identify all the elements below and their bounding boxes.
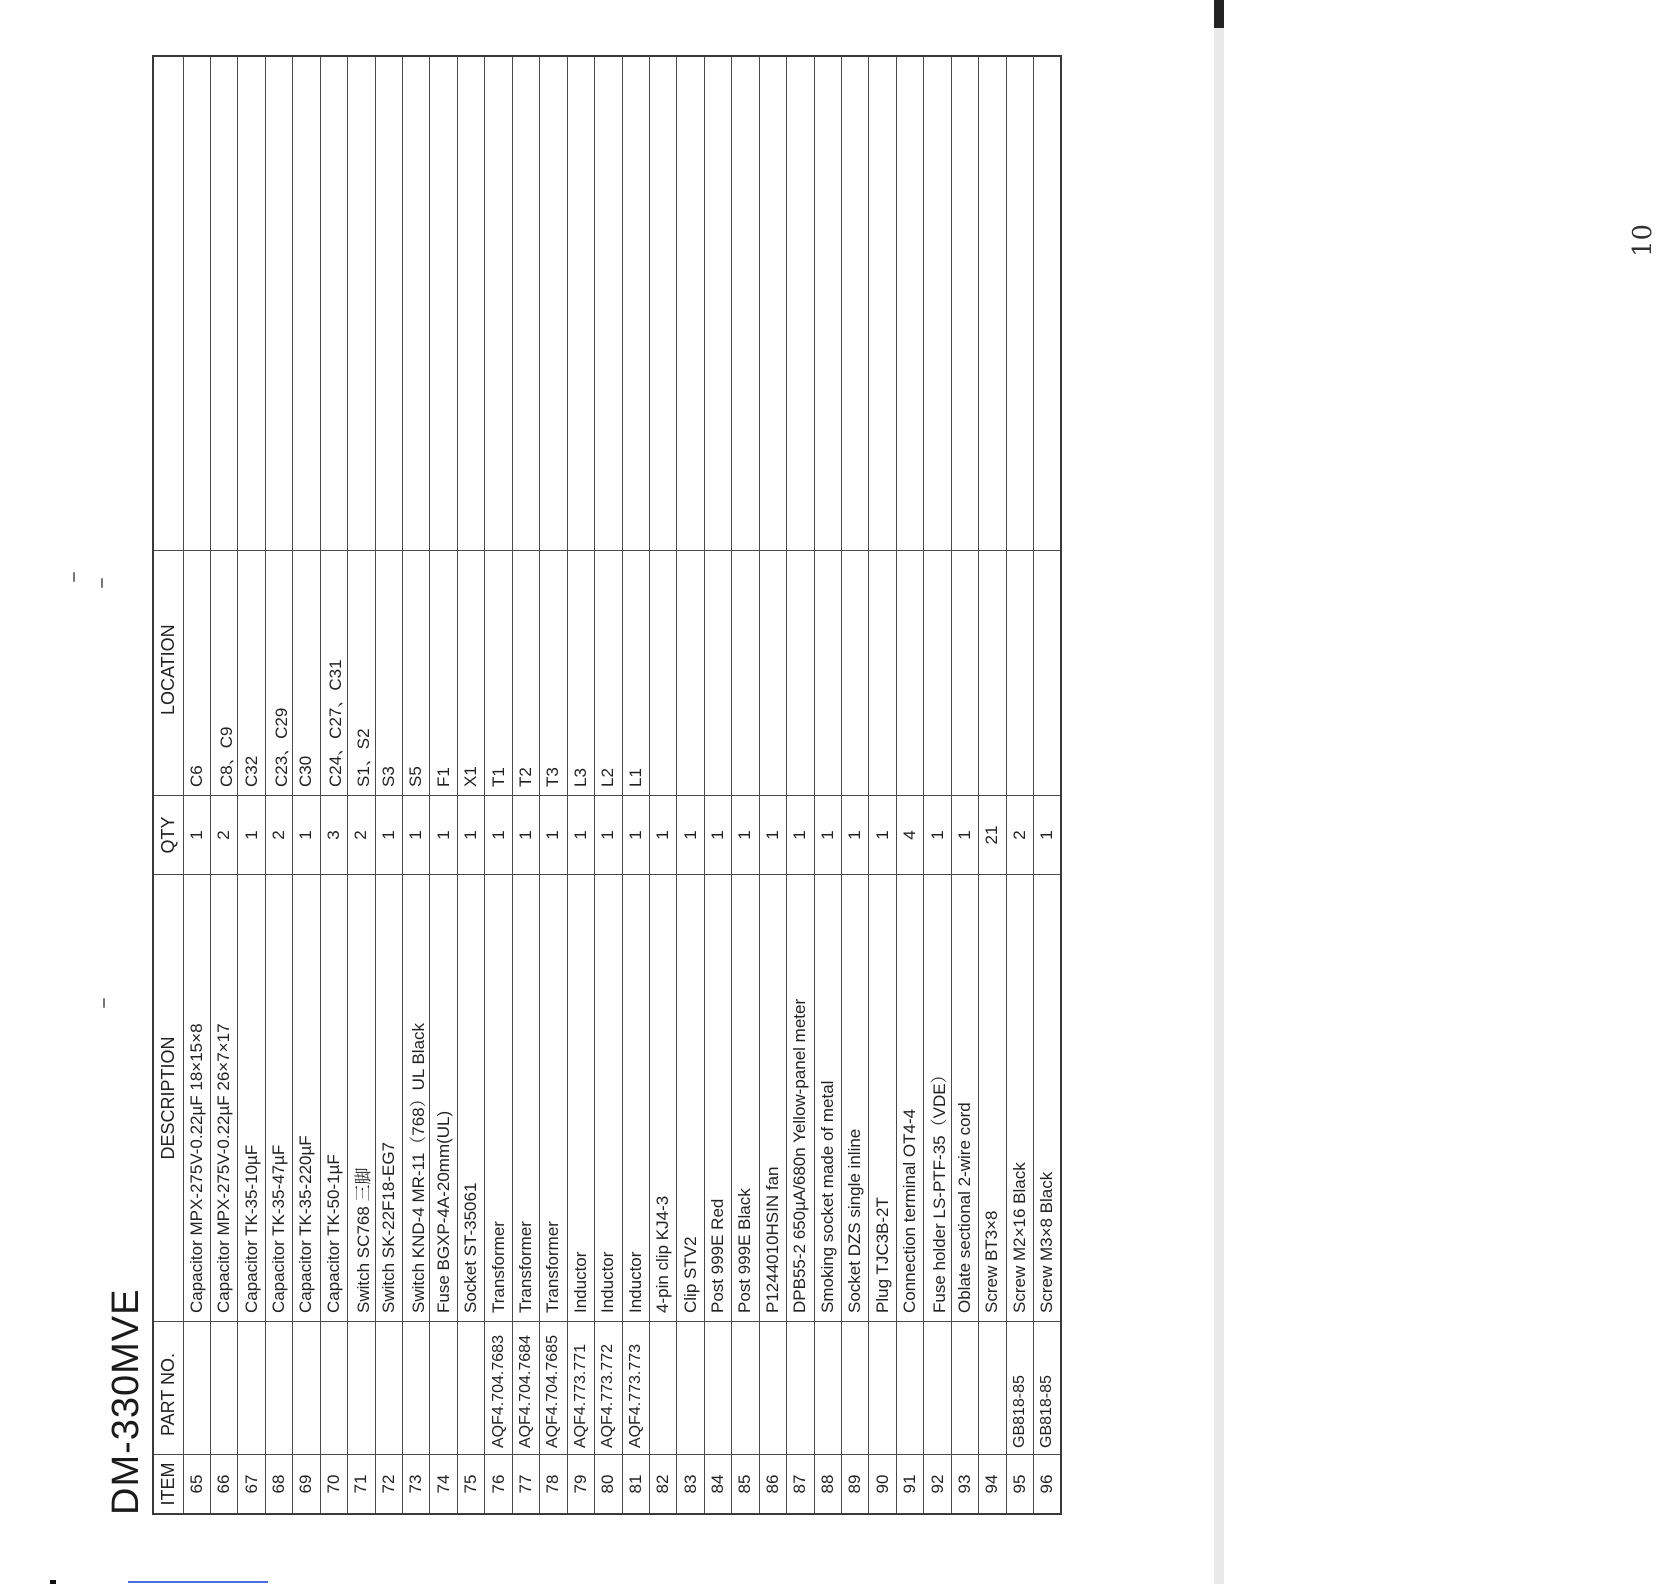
qty-cell: 1: [732, 796, 759, 875]
description-cell: Oblate sectional 2-wire cord: [951, 875, 978, 1322]
qty-cell: 1: [430, 796, 457, 875]
qty-cell: 1: [567, 796, 594, 875]
blank-cell: [457, 56, 484, 551]
qty-cell: 1: [540, 796, 567, 875]
part-no-cell: AQF4.773.772: [595, 1322, 622, 1455]
item-cell: 76: [485, 1455, 512, 1515]
table-header-row: [153, 56, 183, 1514]
item-cell: 85: [732, 1455, 759, 1515]
blank-cell: [869, 56, 896, 551]
description-cell: Transformer: [485, 875, 512, 1322]
location-cell: X1: [457, 551, 484, 796]
part-no-cell: [649, 1322, 676, 1455]
table-row: [677, 56, 704, 1514]
table-row: [649, 56, 676, 1514]
table-row: [320, 56, 347, 1514]
blank-cell: [567, 56, 594, 551]
item-cell: 93: [951, 1455, 978, 1515]
qty-cell: 1: [238, 796, 265, 875]
description-cell: Socket ST-35061: [457, 875, 484, 1322]
part-no-cell: [979, 1322, 1006, 1455]
qty-cell: 1: [293, 796, 320, 875]
part-no-cell: [924, 1322, 951, 1455]
blank-cell: [842, 56, 869, 551]
blank-cell: [375, 56, 402, 551]
description-cell: Capacitor MPX-275V-0.22µF 26×7×17: [210, 875, 237, 1322]
item-cell: 86: [759, 1455, 786, 1515]
header-blank: [153, 56, 183, 551]
header-part-no: PART NO.: [153, 1322, 183, 1455]
location-cell: [1034, 551, 1061, 796]
description-cell: Capacitor TK-35-47µF: [265, 875, 292, 1322]
table-row: [951, 56, 978, 1514]
location-cell: S3: [375, 551, 402, 796]
item-cell: 67: [238, 1455, 265, 1515]
blank-cell: [348, 56, 375, 551]
qty-cell: 1: [814, 796, 841, 875]
part-no-cell: [348, 1322, 375, 1455]
table-row: [512, 56, 539, 1514]
underline-mark: [128, 1581, 268, 1583]
location-cell: T1: [485, 551, 512, 796]
qty-cell: 1: [183, 796, 210, 875]
location-cell: [951, 551, 978, 796]
description-cell: Screw M2×16 Black: [1006, 875, 1033, 1322]
part-no-cell: AQF4.773.773: [622, 1322, 649, 1455]
blank-cell: [265, 56, 292, 551]
qty-cell: 1: [924, 796, 951, 875]
part-no-cell: [814, 1322, 841, 1455]
scan-speck: [73, 572, 75, 582]
blank-cell: [814, 56, 841, 551]
qty-cell: 4: [896, 796, 923, 875]
item-cell: 77: [512, 1455, 539, 1515]
qty-cell: 1: [842, 796, 869, 875]
table-row: [759, 56, 786, 1514]
part-no-cell: [842, 1322, 869, 1455]
part-no-cell: [210, 1322, 237, 1455]
part-no-cell: [869, 1322, 896, 1455]
table-row: [814, 56, 841, 1514]
table-row: [238, 56, 265, 1514]
location-cell: [842, 551, 869, 796]
location-cell: [704, 551, 731, 796]
table-row: [375, 56, 402, 1514]
table-row: [595, 56, 622, 1514]
part-no-cell: GB818-85: [1006, 1322, 1033, 1455]
location-cell: C24、C27、C31: [320, 551, 347, 796]
description-cell: Inductor: [622, 875, 649, 1322]
table-row: [979, 56, 1006, 1514]
qty-cell: 1: [787, 796, 814, 875]
blank-cell: [704, 56, 731, 551]
qty-cell: 1: [869, 796, 896, 875]
table-row: [457, 56, 484, 1514]
table-row: [183, 56, 210, 1514]
location-cell: [649, 551, 676, 796]
description-cell: Transformer: [540, 875, 567, 1322]
location-cell: [677, 551, 704, 796]
table-body: [183, 56, 1061, 1514]
table-row: [732, 56, 759, 1514]
item-cell: 87: [787, 1455, 814, 1515]
description-cell: Clip STV2: [677, 875, 704, 1322]
blank-cell: [238, 56, 265, 551]
blank-cell: [979, 56, 1006, 551]
part-no-cell: AQF4.704.7683: [485, 1322, 512, 1455]
description-cell: Inductor: [595, 875, 622, 1322]
table-row: [403, 56, 430, 1514]
item-cell: 94: [979, 1455, 1006, 1515]
qty-cell: 1: [485, 796, 512, 875]
table-row: [622, 56, 649, 1514]
location-cell: [732, 551, 759, 796]
part-no-cell: [320, 1322, 347, 1455]
location-cell: C6: [183, 551, 210, 796]
location-cell: L2: [595, 551, 622, 796]
part-no-cell: GB818-85: [1034, 1322, 1061, 1455]
document-title: DM-330MVE: [105, 1288, 147, 1515]
blank-cell: [1006, 56, 1033, 551]
location-cell: [1006, 551, 1033, 796]
item-cell: 75: [457, 1455, 484, 1515]
part-no-cell: [183, 1322, 210, 1455]
qty-cell: 2: [265, 796, 292, 875]
table-row: [210, 56, 237, 1514]
description-cell: Post 999E Red: [704, 875, 731, 1322]
table-row: [265, 56, 292, 1514]
qty-cell: 1: [595, 796, 622, 875]
header-location: LOCATION: [153, 551, 183, 796]
part-no-cell: [704, 1322, 731, 1455]
description-cell: Fuse BGXP-4A-20mm(UL): [430, 875, 457, 1322]
item-cell: 95: [1006, 1455, 1033, 1515]
description-cell: Post 999E Black: [732, 875, 759, 1322]
table-row: [293, 56, 320, 1514]
scan-mark: [50, 1580, 56, 1584]
location-cell: L1: [622, 551, 649, 796]
item-cell: 71: [348, 1455, 375, 1515]
qty-cell: 2: [1006, 796, 1033, 875]
location-cell: [979, 551, 1006, 796]
part-no-cell: [759, 1322, 786, 1455]
part-no-cell: AQF4.704.7684: [512, 1322, 539, 1455]
qty-cell: 1: [677, 796, 704, 875]
location-cell: L3: [567, 551, 594, 796]
location-cell: C23、C29: [265, 551, 292, 796]
part-no-cell: AQF4.704.7685: [540, 1322, 567, 1455]
table-row: [787, 56, 814, 1514]
blank-cell: [403, 56, 430, 551]
description-cell: P1244010HSIN fan: [759, 875, 786, 1322]
location-cell: C8、C9: [210, 551, 237, 796]
scan-edge-mark: [1214, 0, 1224, 28]
description-cell: Smoking socket made of metal: [814, 875, 841, 1322]
part-no-cell: [951, 1322, 978, 1455]
item-cell: 82: [649, 1455, 676, 1515]
part-no-cell: [896, 1322, 923, 1455]
table-row: [704, 56, 731, 1514]
description-cell: DPB55-2 650µA/680n Yellow-panel meter: [787, 875, 814, 1322]
blank-cell: [595, 56, 622, 551]
part-no-cell: [293, 1322, 320, 1455]
part-no-cell: [677, 1322, 704, 1455]
item-cell: 89: [842, 1455, 869, 1515]
blank-cell: [540, 56, 567, 551]
item-cell: 83: [677, 1455, 704, 1515]
table-row: [567, 56, 594, 1514]
table-row: [924, 56, 951, 1514]
item-cell: 84: [704, 1455, 731, 1515]
blank-cell: [951, 56, 978, 551]
table-row: [348, 56, 375, 1514]
item-cell: 68: [265, 1455, 292, 1515]
table-row: [485, 56, 512, 1514]
qty-cell: 3: [320, 796, 347, 875]
blank-cell: [320, 56, 347, 551]
table-row: [896, 56, 923, 1514]
qty-cell: 1: [1034, 796, 1061, 875]
qty-cell: 1: [403, 796, 430, 875]
blank-cell: [430, 56, 457, 551]
part-no-cell: [430, 1322, 457, 1455]
header-item: ITEM: [153, 1455, 183, 1515]
qty-cell: 2: [210, 796, 237, 875]
item-cell: 96: [1034, 1455, 1061, 1515]
location-cell: T2: [512, 551, 539, 796]
part-no-cell: AQF4.773.771: [567, 1322, 594, 1455]
description-cell: Plug TJC3B-2T: [869, 875, 896, 1322]
part-no-cell: [732, 1322, 759, 1455]
description-cell: Fuse holder LS-PTF-35（VDE）: [924, 875, 951, 1322]
item-cell: 79: [567, 1455, 594, 1515]
item-cell: 65: [183, 1455, 210, 1515]
blank-cell: [787, 56, 814, 551]
description-cell: Capacitor TK-35-10µF: [238, 875, 265, 1322]
location-cell: S5: [403, 551, 430, 796]
description-cell: Connection terminal OT4-4: [896, 875, 923, 1322]
item-cell: 81: [622, 1455, 649, 1515]
qty-cell: 1: [759, 796, 786, 875]
qty-cell: 1: [457, 796, 484, 875]
blank-cell: [1034, 56, 1061, 551]
description-cell: Capacitor TK-50-1µF: [320, 875, 347, 1322]
qty-cell: 1: [649, 796, 676, 875]
table-row: [869, 56, 896, 1514]
location-cell: [896, 551, 923, 796]
rotated-page: [96, 55, 1658, 1515]
part-no-cell: [787, 1322, 814, 1455]
blank-cell: [512, 56, 539, 551]
blank-cell: [210, 56, 237, 551]
location-cell: [814, 551, 841, 796]
blank-cell: [183, 56, 210, 551]
location-cell: F1: [430, 551, 457, 796]
blank-cell: [485, 56, 512, 551]
page-number: 10: [1628, 223, 1658, 257]
table-row: [430, 56, 457, 1514]
description-cell: Switch KND-4 MR-11（768）UL Black: [403, 875, 430, 1322]
blank-cell: [649, 56, 676, 551]
description-cell: Capacitor MPX-275V-0.22µF 18×15×8: [183, 875, 210, 1322]
blank-cell: [759, 56, 786, 551]
location-cell: S1、S2: [348, 551, 375, 796]
scan-edge: [1214, 0, 1224, 1584]
item-cell: 88: [814, 1455, 841, 1515]
part-no-cell: [265, 1322, 292, 1455]
blank-cell: [896, 56, 923, 551]
qty-cell: 1: [512, 796, 539, 875]
location-cell: T3: [540, 551, 567, 796]
description-cell: Transformer: [512, 875, 539, 1322]
qty-cell: 21: [979, 796, 1006, 875]
part-no-cell: [457, 1322, 484, 1455]
item-cell: 70: [320, 1455, 347, 1515]
blank-cell: [622, 56, 649, 551]
qty-cell: 1: [375, 796, 402, 875]
blank-cell: [677, 56, 704, 551]
item-cell: 92: [924, 1455, 951, 1515]
part-no-cell: [375, 1322, 402, 1455]
description-cell: Capacitor TK-35-220µF: [293, 875, 320, 1322]
item-cell: 73: [403, 1455, 430, 1515]
qty-cell: 1: [704, 796, 731, 875]
table-row: [540, 56, 567, 1514]
qty-cell: 1: [622, 796, 649, 875]
header-qty: QTY: [153, 796, 183, 875]
description-cell: Inductor: [567, 875, 594, 1322]
item-cell: 78: [540, 1455, 567, 1515]
item-cell: 80: [595, 1455, 622, 1515]
table-row: [1034, 56, 1061, 1514]
item-cell: 69: [293, 1455, 320, 1515]
location-cell: [924, 551, 951, 796]
description-cell: Socket DZS single inline: [842, 875, 869, 1322]
location-cell: [759, 551, 786, 796]
qty-cell: 1: [951, 796, 978, 875]
part-no-cell: [238, 1322, 265, 1455]
description-cell: Switch SK-22F18-EG7: [375, 875, 402, 1322]
description-cell: Screw M3×8 Black: [1034, 875, 1061, 1322]
item-cell: 90: [869, 1455, 896, 1515]
table-row: [1006, 56, 1033, 1514]
item-cell: 72: [375, 1455, 402, 1515]
description-cell: Screw BT3×8: [979, 875, 1006, 1322]
qty-cell: 2: [348, 796, 375, 875]
location-cell: C30: [293, 551, 320, 796]
location-cell: [869, 551, 896, 796]
item-cell: 91: [896, 1455, 923, 1515]
item-cell: 74: [430, 1455, 457, 1515]
blank-cell: [924, 56, 951, 551]
item-cell: 66: [210, 1455, 237, 1515]
location-cell: [787, 551, 814, 796]
location-cell: C32: [238, 551, 265, 796]
header-description: DESCRIPTION: [153, 875, 183, 1322]
parts-table: [152, 55, 1062, 1515]
description-cell: 4-pin clip KJ4-3: [649, 875, 676, 1322]
table-row: [842, 56, 869, 1514]
blank-cell: [293, 56, 320, 551]
description-cell: Switch SC768 三脚: [348, 875, 375, 1322]
blank-cell: [732, 56, 759, 551]
part-no-cell: [403, 1322, 430, 1455]
